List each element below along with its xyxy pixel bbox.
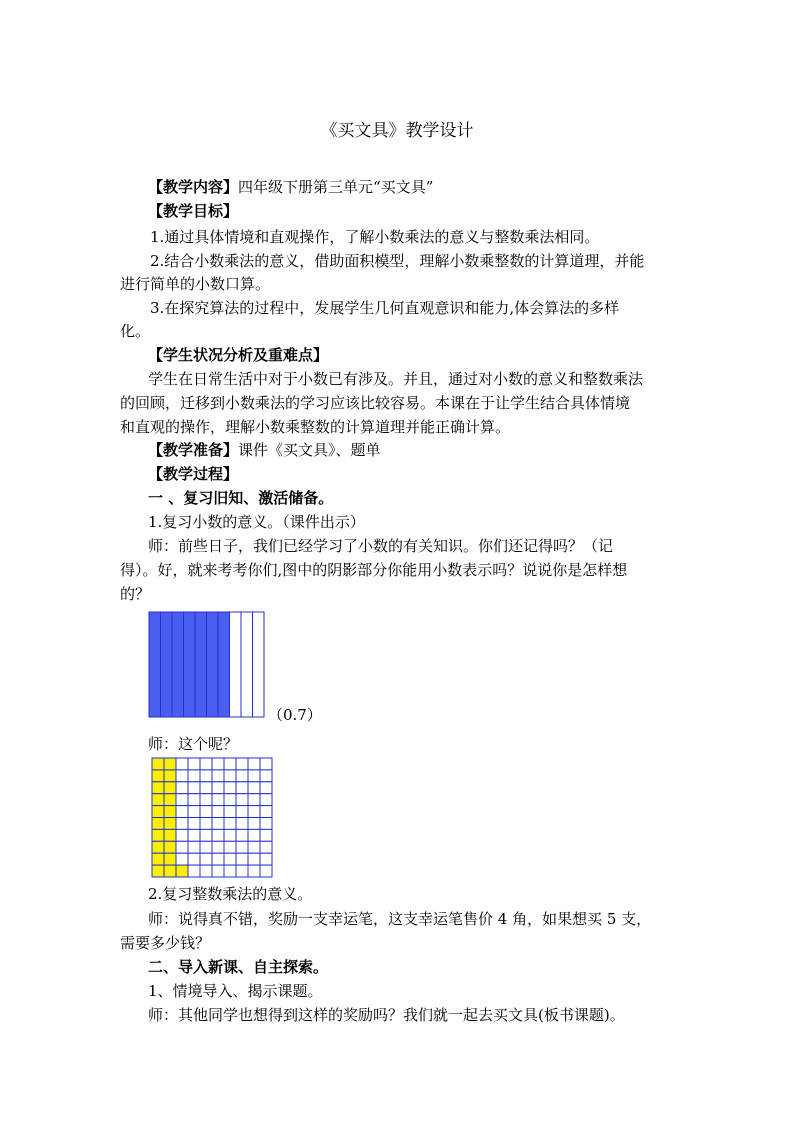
grid-cell <box>188 758 200 770</box>
shaded-cell <box>164 818 176 830</box>
grid-cell <box>224 770 236 782</box>
shaded-cell <box>152 865 164 877</box>
teacher-line-3b: 需要多少钱？ <box>120 934 211 952</box>
grid-cell <box>236 818 248 830</box>
goal-3-line-1: 3.在探究算法的过程中，发展学生几何直观意识和能力,体会算法的多样 <box>150 299 620 317</box>
content-label: 【教学内容】 <box>148 178 239 196</box>
grid-cell <box>224 758 236 770</box>
grid-cell <box>236 794 248 806</box>
shaded-cell <box>164 806 176 818</box>
grid-cell <box>260 782 272 794</box>
grid-cell <box>200 818 212 830</box>
empty-strip <box>253 612 265 717</box>
grid-cell <box>260 829 272 841</box>
empty-strip <box>230 612 242 717</box>
grid-cell <box>188 853 200 865</box>
grid-cell <box>200 865 212 877</box>
grid-cell <box>248 841 260 853</box>
process-heading: 【教学过程】 <box>148 465 239 483</box>
grid-cell <box>176 782 188 794</box>
shaded-strip <box>218 612 230 717</box>
grid-cell <box>188 829 200 841</box>
grid-cell <box>212 806 224 818</box>
shaded-cell <box>164 865 176 877</box>
shaded-strip <box>207 612 219 717</box>
shaded-cell <box>152 853 164 865</box>
grid-cell <box>224 782 236 794</box>
grid-cell <box>224 806 236 818</box>
teacher-line-4: 师：其他同学也想得到这样的奖励吗？我们就一起去买文具(板书课题)。 <box>148 1006 625 1024</box>
shaded-cell <box>164 853 176 865</box>
grid-cell <box>188 865 200 877</box>
analysis-heading: 【学生状况分析及重难点】 <box>148 346 329 364</box>
grid-cell <box>176 853 188 865</box>
grid-cell <box>200 853 212 865</box>
shaded-strip <box>149 612 161 717</box>
step-3: 1、情境导入、揭示课题。 <box>148 982 323 1000</box>
shaded-strip <box>184 612 196 717</box>
grid-cell <box>236 782 248 794</box>
analysis-line-1: 学生在日常生活中对于小数已有涉及。并且，通过对小数的意义和整数乘法 <box>148 370 644 388</box>
shaded-cell <box>164 794 176 806</box>
goal-2-line-2: 进行简单的小数口算。 <box>120 275 271 293</box>
grid-cell <box>236 841 248 853</box>
grid-cell <box>176 794 188 806</box>
step-1: 1.复习小数的意义。（课件出示） <box>148 513 365 531</box>
grid-cell <box>248 770 260 782</box>
grid-cell <box>176 758 188 770</box>
shaded-cell <box>152 758 164 770</box>
goal-3-line-2: 化。 <box>120 322 151 340</box>
grid-cell <box>248 865 260 877</box>
empty-strip <box>241 612 253 717</box>
goal-2-line-1: 2.结合小数乘法的意义，借助面积模型，理解小数乘整数的计算道理，并能 <box>150 252 645 270</box>
grid-cell <box>248 758 260 770</box>
grid-cell <box>212 853 224 865</box>
grid-cell <box>248 853 260 865</box>
shaded-cell <box>152 806 164 818</box>
grid-cell <box>224 818 236 830</box>
grid-cell <box>260 770 272 782</box>
analysis-line-3: 和直观的操作，理解小数乘整数的计算道理并能正确计算。 <box>120 418 511 436</box>
grid-cell <box>200 841 212 853</box>
teacher-line-1a: 师：前些日子，我们已经学习了小数的有关知识。你们还记得吗？（记 <box>148 537 614 555</box>
strip-figure-label: （0.7） <box>268 706 322 724</box>
grid-cell <box>248 782 260 794</box>
shaded-cell <box>164 841 176 853</box>
analysis-line-2: 的回顾，迁移到小数乘法的学习应该比较容易。本课在于让学生结合具体情境 <box>120 394 631 412</box>
grid-cell <box>248 794 260 806</box>
shaded-strip <box>195 612 207 717</box>
shaded-cell <box>164 829 176 841</box>
prep-text: 课件《买文具》、题单 <box>238 441 381 459</box>
grid-cell <box>212 782 224 794</box>
grid-cell <box>212 818 224 830</box>
grid-cell <box>236 806 248 818</box>
grid-cell <box>176 841 188 853</box>
shaded-cell <box>152 770 164 782</box>
teacher-line-3a: 师：说得真不错，奖励一支幸运笔，这支幸运笔售价 4 角，如果想买 5 支， <box>148 910 652 928</box>
hundred-grid-svg <box>151 757 273 878</box>
grid-cell <box>176 829 188 841</box>
grid-cell <box>200 794 212 806</box>
grid-cell <box>200 782 212 794</box>
goals-heading: 【教学目标】 <box>148 202 239 220</box>
grid-cell <box>200 806 212 818</box>
grid-cell <box>260 806 272 818</box>
grid-cell <box>260 818 272 830</box>
shaded-cell <box>164 758 176 770</box>
teaching-content-line <box>148 178 433 197</box>
grid-cell <box>224 829 236 841</box>
grid-cell <box>176 770 188 782</box>
grid-cell <box>200 770 212 782</box>
grid-cell <box>200 758 212 770</box>
grid-cell <box>236 865 248 877</box>
grid-cell <box>212 829 224 841</box>
shaded-cell <box>152 782 164 794</box>
decimal-strip-svg <box>148 611 265 718</box>
shaded-cell <box>152 818 164 830</box>
grid-cell <box>224 865 236 877</box>
prep-label: 【教学准备】 <box>148 441 239 459</box>
prep-line <box>148 441 381 460</box>
section-2-heading: 二、导入新课、自主探索。 <box>148 958 329 976</box>
grid-cell <box>212 770 224 782</box>
grid-cell <box>200 829 212 841</box>
goal-1: 1.通过具体情境和直观操作，了解小数乘法的意义与整数乘法相同。 <box>150 228 600 246</box>
teacher-line-1b: 得）。好，就来考考你们,图中的阴影部分你能用小数表示吗？说说你是怎样想 <box>120 561 628 579</box>
grid-cell <box>260 841 272 853</box>
grid-cell <box>224 841 236 853</box>
grid-cell <box>248 818 260 830</box>
grid-cell <box>236 829 248 841</box>
grid-cell <box>260 794 272 806</box>
step-2: 2.复习整数乘法的意义。 <box>148 885 313 903</box>
shaded-cell <box>152 841 164 853</box>
grid-cell <box>188 770 200 782</box>
teacher-line-2: 师：这个呢？ <box>148 735 239 753</box>
grid-cell <box>236 758 248 770</box>
content-text: 四年级下册第三单元“买文具” <box>238 178 434 196</box>
grid-cell <box>236 770 248 782</box>
grid-cell <box>188 794 200 806</box>
grid-cell <box>188 818 200 830</box>
grid-cell <box>260 758 272 770</box>
grid-cell <box>212 841 224 853</box>
section-1-heading: 一 、复习旧知、激活储备。 <box>148 489 334 507</box>
shaded-cell <box>164 770 176 782</box>
hundred-grid-figure <box>151 757 273 878</box>
decimal-strip-figure <box>148 611 265 718</box>
shaded-cell <box>152 829 164 841</box>
document-title: 《买文具》教学设计 <box>320 121 474 141</box>
grid-cell <box>188 806 200 818</box>
shaded-strip <box>172 612 184 717</box>
grid-cell <box>188 782 200 794</box>
grid-cell <box>176 818 188 830</box>
shaded-strip <box>161 612 173 717</box>
shaded-cell <box>152 794 164 806</box>
shaded-cell <box>176 865 188 877</box>
grid-cell <box>212 758 224 770</box>
teacher-line-1c: 的？ <box>120 585 151 603</box>
grid-cell <box>248 806 260 818</box>
grid-cell <box>188 841 200 853</box>
grid-cell <box>248 829 260 841</box>
grid-cell <box>212 794 224 806</box>
grid-cell <box>224 794 236 806</box>
grid-cell <box>176 806 188 818</box>
grid-cell <box>212 865 224 877</box>
grid-cell <box>260 865 272 877</box>
grid-cell <box>260 853 272 865</box>
shaded-cell <box>164 782 176 794</box>
grid-cell <box>236 853 248 865</box>
grid-cell <box>224 853 236 865</box>
